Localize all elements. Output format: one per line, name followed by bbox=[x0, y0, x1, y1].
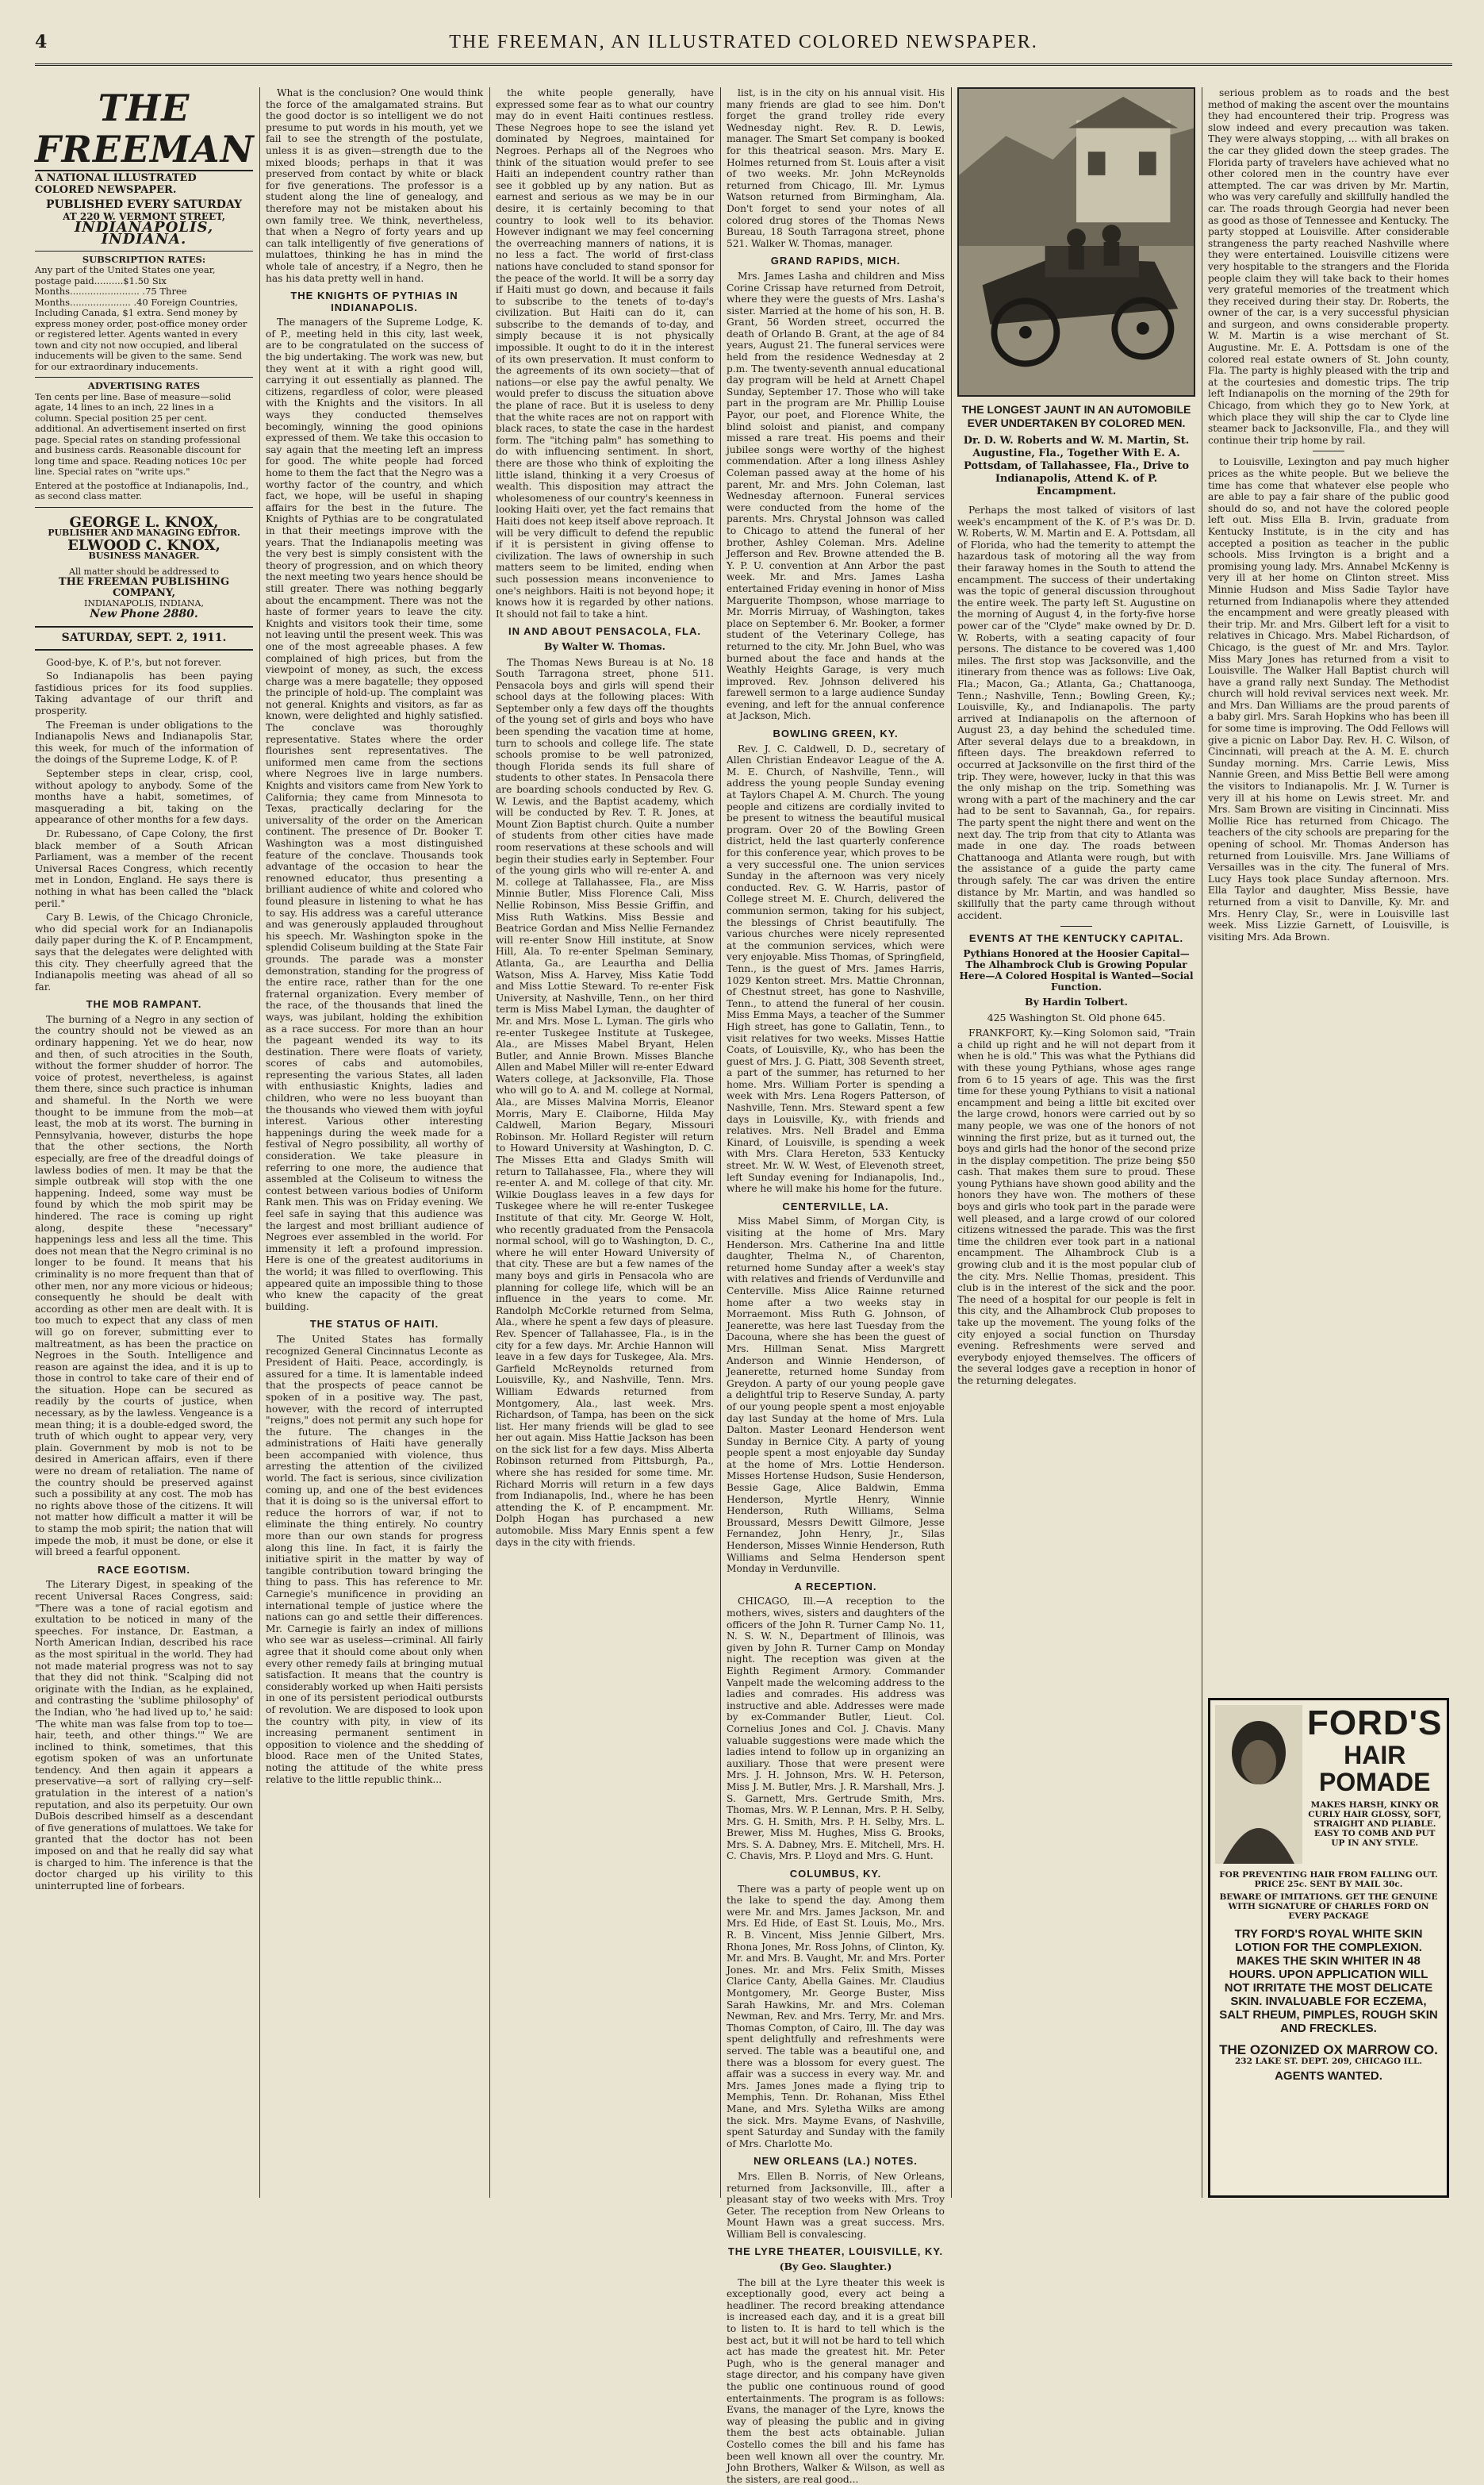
editorial-paragraph: Dr. Rubessano, of Cape Colony, the first black member of a South African Parliament, was a member of the recent Universal Races Congress, which recently met in London, England. He says there is nothing in what has been called the "black peril." bbox=[35, 828, 253, 909]
article-grand-rapids: Mrs. James Lasha and children and Miss Corine Crissap have returned from Detroit, where they were the guests of Mrs. Lasha's sister. Married at the home of his son, H. B. Grant, 56 Worden street, occurred the death of Orlando B. Grant, at the age of 84 years, August 21. The funeral services were held from the residence Wednesday at 2 p.m. The twenty-seventh annual educational day program will be held at Arnett Chapel Sunday, September 17. Those who will take part in the program are Mr. Phillip Louise Payor, our poet, and Florence White, the blind soloist and pianist, and company missed a rare treat. His poems and their jubilee songs were worthy of the highest commendation. After a long illness Ashley Coleman passed away at the home of his parent, Mr. and Mrs. John Coleman, last Wednesday afternoon. Funeral services were conducted from the home of the parents. Mrs. Chrystal Johnson was called to Chicago to attend the funeral of her brother, Ashley Coleman. Mrs. Adeline Jefferson and Rev. Browne attended the B. Y. P. U. convention at Ann Arbor the past week. Mr. and Mrs. James Lasha entertained Friday evening in honor of Miss Marguerite Thompson, whose marriage to Mr. Morris Mirruay, of Washington, takes place on September 6. Mr. Booker, a former student of the Veterinary College, has returned to the city. Mr. John Buel, who was burned about the face and hands at the Weathly Heights Garage, is very much improved. Rev. Johnson delivered his farewell sermon to a large audience Sunday evening, and left for the annual conference at Jackson, Mich. bbox=[727, 270, 945, 722]
byline-kentucky: By Hardin Tolbert. bbox=[1025, 995, 1128, 1008]
masthead-address: AT 220 W. VERMONT STREET, bbox=[63, 210, 225, 222]
headline-centerville: CENTERVILLE, LA. bbox=[782, 1200, 889, 1212]
article-new-orleans: Mrs. Ellen B. Norris, of New Orleans, returned from Jacksonville, Ill., after a pleasant stay of two weeks with Mrs. Troy Geter. The reception from New Orleans to Mount Hawn was a great success. Mrs. William Bell is convalescing. bbox=[727, 2170, 945, 2240]
headline-mob: THE MOB RAMPANT. bbox=[86, 998, 202, 1011]
photo-subcaption: Dr. D. W. Roberts and W. M. Martin, St. Augustine, Fla., Together With E. A. Pottsdam, of Tallahassee, Fla., Drive to Indianapolis, Attend K. of P. Encampment. bbox=[963, 435, 1190, 497]
headline-egotism: RACE EGOTISM. bbox=[97, 1563, 190, 1576]
entered-note: Entered at the postoffice at Indianapolis, Ind., as second class matter. bbox=[35, 479, 249, 502]
ad-company: THE OZONIZED OX MARROW CO. bbox=[1219, 2042, 1438, 2057]
ad-notice: BEWARE OF IMITATIONS. GET THE GENUINE WITH SIGNATURE OF CHARLES FORD ON EVERY PACKAGE bbox=[1219, 1892, 1438, 1921]
byline-lyre: (By Geo. Slaughter.) bbox=[779, 2260, 892, 2273]
company-city: INDIANAPOLIS, INDIANA, bbox=[84, 598, 204, 609]
column-4 bbox=[727, 87, 945, 2485]
column-6 bbox=[1208, 87, 1449, 2198]
column-5 bbox=[957, 87, 1195, 2198]
headline-bowling-green: BOWLING GREEN, KY. bbox=[773, 728, 899, 740]
article-kentucky-continued: to Louisville, Lexington and pay much higher prices as the white people. But we believe the time has come that whatever else people who are able to pay a fair share of the public good should do so, and not have the colored people left out. Miss Ella B. Irvin, graduate from Kentucky Institute, is in the city and has accepted a position as teacher in the public schools. Miss Irvington is a bright and a promising young lady. Mrs. Annabel McKenny is very ill at her home on Clinton street. Miss Minnie Hudson and Miss Sadie Taylor have returned from Indianapolis where they attended the encampment and were greatly pleased with their trip. Mr. and Mrs. Gilbert left for a visit to relatives in Chicago. Mrs. Mabel Richardson, of Chicago, is the guest of Mr. and Mrs. Taylor. Miss Mary Jones has returned from a visit to Louisville. The Walker Hall Baptist church will have a grand rally next Sunday. The Methodist church will hold revival services next week. Mr. and Mrs. Dan Williams are the proud parents of a baby girl. Mrs. Sarah Hopkins who has been ill for some time is improving. The Odd Fellows will give a picnic on Labor Day. Rev. H. C. Wilson, of Cincinnati, will preach at the A. M. E. church Sunday morning. Mrs. Carrie Lewis, Miss Nannie Green, and Miss Bettie Bell were among the visitors to Indianapolis. Mr. J. W. Turner is very ill at his home on Lewis street. Mr. and Mrs. Sam Brown are visiting in Cincinnati. Miss Mollie Rice has returned from Chicago. The teachers of the city schools are preparing for the opening of school. Mr. Thomas Anderson has returned from Louisville. Mrs. Jane Williams of Versailles was in the city. The funeral of Mrs. Lucy Hays took place Sunday afternoon. Mrs. Ella Taylor and daughter, Miss Bessie, have returned from a visit to Danville, Ky. Mr. and Mrs. Henry Clay, Sr., were in Louisville last week. Miss Lizzie Garnett, of Louisville, is visiting Mrs. Ada Brown. bbox=[1208, 456, 1449, 943]
article-centerville: Miss Mabel Simm, of Morgan City, is visiting at the home of Mrs. Mary Henderson. Mrs. Catherine Ina and little daughter, Thelma N., of Charenton, returned home Sunday after a week's stay with relatives and friends of Verdunville and Centerville. Miss Alice Rainne returned home after a two weeks stay in Morraemont. Miss Ruth G. Johnson, of Jeanerette, was here last Tuesday from the Dacouna, where she has been the guest of Mrs. Hillman Senat. Miss Margrett Anderson and Winnie Henderson, of Jeanerette, returned home Sunday from Greydon. A party of our young people gave a delightful trip to Reserve Sunday, A. party of our young people spent a most enjoyable day last Sunday at the home of Mrs. Lula Dalton. Master Leonard Henderson went Sunday in Bernice City. A party of young people spent a most enjoyable day Sunday at the home of Mrs. Lottie Henderson. Misses Hortense Hudson, Susie Henderson, Bessie Gage, Alice Baldwin, Emma Henderson, Myrtle Henry, Winnie Henderson, Ruth Williams, Selma Broussard, Messrs Dewitt Gilmore, Jesse Fernandez, John Henry, Jr., Silas Henderson, Misses Winnie Henderson, Ruth Williams and Selma Henderson spent Monday in Verdunville. bbox=[727, 1216, 945, 1575]
subscription-rates bbox=[35, 251, 253, 373]
advertising-text: Ten cents per line. Base of measure—solid agate, 14 lines to an inch, 22 lines in a column. Special position 25 per cent. additional. An advertisement inserted on first page. Special rates on standing professional and business cards. Reasonable discount for long time and space. Reading notices 10c per line. Special rates on "write ups." bbox=[35, 390, 247, 478]
article-egotism: The Literary Digest, in speaking of the recent Universal Races Congress, said: "There was a tone of racial egotism and exultation to be noticed in many of the speeches. For instance, Dr. Eastman, a North American Indian, described his race as the most spiritual in the world. They had not made material progress was not to say that they did not think. "Scalping did not originate with the Indian, as he explained, and contrasting the 'sublime philosophy' of the Indian, who 'he had lived up to,' he said: 'The white man was false from top to toe—hair, teeth, and other things.'" We are inclined to think, sometimes, that this egotism spoken of was an unfortunate tendency. And then again it appears a preservative—a sort of rallying cry—self-gratulation in the interest of a nation's reputation, and also its perpetuity. Our own DuBois described himself as a descendant of five generations of mulattoes. We take for granted that the doctor has not been imposed on and that he really did say what is charged to him. The inference is that the doctor charged up his virility to this uninterrupted line of forbears. bbox=[35, 1579, 253, 1892]
headline-grand-rapids: GRAND RAPIDS, MICH. bbox=[770, 255, 901, 267]
subscription-text: Any part of the United States one year, postage paid..........$1.50 Six Months........................ .75 Three Months..................... .40 Foreign Countries, Including Canada, $1 extra. Send money by express money order, post-office money order or registered letter. Agents wanted in every town and city not now occupied, and liberal inducements will be given to the same. Send for our extraordinary inducements. bbox=[35, 264, 247, 372]
photo-caption: THE LONGEST JAUNT IN AN AUTOMOBILE EVER UNDERTAKEN BY COLORED MEN. bbox=[961, 403, 1191, 429]
column-3 bbox=[496, 87, 714, 2198]
headline-reception: A RECEPTION. bbox=[794, 1580, 877, 1592]
article-automobile-continued: serious problem as to roads and the best method of making the ascent over the mountains they had encountered their trip. Progress was slow indeed and every precaution was taken. They were always stopping, ... with all brakes on the car they glided down the steep grades. The Florida party of travelers have achieved what no other colored men in the country have ever attempted. The car was driven by Mr. Martin, who was very carefully and skillfully handled the car. The roads through Georgia had never been as good as those of Tennessee and Kentucky. The party stopped at Louisville. After considerable strangeness the party reached Nashville where they were entertained. Louisville citizens were very hospitable to the strangers and the Florida people claim they will take back to their homes very grateful memories of the treatment which they received during their stay. Dr. Roberts, the owner of the car, is a very successful physician and surgeon, and owns considerable property. W. M. Martin is a wise merchant of St. Augustine. Mr. E. A. Pottsdam is one of the colored real estate owners of St. John county, Fla. The party is highly pleased with the trip and at the courtesies and domestic trips. The trip left Indianapolis on the morning of the 29th for Chicago, from which they go to New York, at which place they will ship the car to Clyde line steamer back to Jacksonville, Fla., and they will continue their trip home by rail. bbox=[1208, 87, 1449, 446]
page-number: 4 bbox=[35, 32, 48, 52]
advertising-title: ADVERTISING RATES bbox=[87, 380, 201, 392]
column-rule bbox=[951, 87, 952, 2198]
woman-portrait-icon bbox=[1215, 1705, 1302, 1864]
columns bbox=[35, 86, 1449, 2485]
editorial-paragraph: September steps in clear, crisp, cool, without apology to anybody. Some of the months have a habit, sometimes, of masquerading a bit, taking on the appearance of other months for a few days. bbox=[35, 768, 253, 826]
article-columbus: There was a party of people went up on the lake to spend the day. Among them were Mr. and Mrs. James Jackson, Mr. and Mrs. Ed Hide, of East St. Louis, Mo., Mrs. R. B. Vincent, Miss Jennie Gilbert, Mrs. Rhona Jones, Mr. Ross Johns, of Clinton, Ky. Mr. and Mrs. B. Vaught, Mr. and Mrs. Porter Jones. Mr. and Mrs. Felix Smith, Misses Clarice Canty, Abella Gaines. Mr. Claudius Montgomery, Mr. George Buster, Miss Sarah Hawkins, Mr. and Mrs. Coleman Newman, Rev. and Mrs. Terry, Mr. and Mrs. Thomas Compton, of Cairo, Ill. The day was spent delightfully and refreshments were served. The table was a beautiful one, and there was a blossom for every guest. The affair was a success in every way. Mr. and Mrs. James Jones made a flying trip to Memphis, Tenn. Dr. Rohanan, Miss Ethel Mane, and Mrs. Syletha Wilks are among the sick. Mrs. Mayme Evans, of Nashville, spent Saturday and Sunday with the family of Mrs. Charlotte Mo. bbox=[727, 1883, 945, 2149]
headline-columbus: COLUMBUS, KY. bbox=[789, 1868, 882, 1880]
masthead bbox=[35, 87, 253, 620]
headline-lyre-theater: THE LYRE THEATER, LOUISVILLE, KY. bbox=[727, 2245, 944, 2258]
company-name: THE FREEMAN PUBLISHING COMPANY, bbox=[58, 576, 230, 599]
subscription-title: SUBSCRIPTION RATES: bbox=[82, 253, 206, 265]
editorial-paragraph: Cary B. Lewis, of the Chicago Chronicle, who did special work for an Indianapolis daily paper during the K. of P. Encampment, says that the delegates were delighted with this city. They cheerfully agreed that the Indianapolis meeting was ahead of all so far. bbox=[35, 912, 253, 993]
article-knights: The managers of the Supreme Lodge, K. of P., meeting held in this city, last week, are to be congratulated on the success of the big undertaking. The work was new, but they went at it with a right good will, carrying it out essentially as planned. The citizens, regardless of color, were pleased with the Knights and the visitors. In all ways they conducted themselves becomingly, winning the good opinions expressed of them. We take this occasion to say again that the meeting left an impress for good. The white people had forced home to them the fact that the Negro was a worthy factor of the country, and which fact, we hope, will be useful in shaping affairs for the best in the future. The Knights of Pythias are to be congratulated in that their meetings improve with the years. That the Indianapolis meeting was the very best is simply consistent with the theory of progression, and on which theory the next meeting two years hence should be still greater. There was nothing beggarly about the encampment. There was not the haste of former years to leave the city. Knights and visitors took their time, some not leaving until the present week. This was one of the most agreeable phases. A few complained of high prices, but from the viewpoint of money, as such, the excess charge was a mere bagatelle; they opposed the principle of hold-up. The complaint was not general. Knights and visitors, as far as known, were delighted and highly satisfied. The conclave was thoroughly representative. States where the order flourishes sent representatives. The uniformed men came from the sections where Negroes live in large numbers. Knights and visitors came from New York to California; they came from Minnesota to Texas, practically declaring for the universality of the order on the American continent. The presence of Dr. Booker T. Washington was a most distinguished feature of the conclave. Thousands took advantage of the occasion to hear the renowned educator, thus presenting a brilliant audience of white and colored who found pleasure in listening to what he has to say. His address was a careful utterance and was generously applauded throughout his speech. Mr. Washington spoke in the splendid Coliseum building at the State Fair grounds. The parade was a monster demonstration, standing for the progress of the entire race, rather than for the one fraternal organization. Every member of the race, of the thousands that lined the ways, was jubilant, holding the exhibition as a race success. For more than an hour the pageant wended its way to its destination. There were floats of variety, scores of cabs and automobiles, representing the various States, all laden with enthusiastic Knights, ladies and children, who were no less buoyant than the thousands who viewed them with joyful interest. Various other interesting happenings during the week made for a festival of Negro possibility, all worthy of consideration. We take pleasure in referring to one more, the audience that assembled at the Coliseum to witness the contest between various bodies of Uniform Rank men. This was on Friday evening. We feel safe in saying that this audience was the largest and most brilliant audience of Negroes ever assembled in the world. For immensity it left a profound impression. Here is one of the greatest auditoriums in the world; it was filled to overflowing. This appeared quite an impossible thing to those who knew the capacity of the great building. bbox=[266, 317, 483, 1312]
ad-brand: FORD'S bbox=[1307, 1703, 1443, 1742]
editor-role: PUBLISHER AND MANAGING EDITOR. bbox=[48, 528, 240, 539]
subhead-kentucky-capital: Pythians Honored at the Hoosier Capital—The Alhambrock Club is Growing Popular Here—A Colored Hospital is Wanted—Social Function. bbox=[959, 947, 1194, 993]
masthead-city: INDIANAPOLIS, INDIANA. bbox=[74, 219, 214, 248]
fords-pomade-ad bbox=[1208, 1698, 1449, 2198]
column-rule bbox=[489, 87, 490, 2198]
column-rule bbox=[720, 87, 721, 2198]
article-reception: CHICAGO, Ill.—A reception to the mothers, wives, sisters and daughters of the officers of the John R. Turner Camp No. 11, N. S. W. N., Department of Illinois, was given by John R. Turner Camp on Monday night. The reception was given at the Eighth Regiment Armory. Commander Vanpelt made the welcoming address to the ladies and comrades. His address was instructive and able. Addresses were made by ex-Commander Butler, Lieut. Col. Cornelius Jones and Col. J. Chavis. Many valuable suggestions were made which the ladies intend to follow up in organizing an auxiliary. Those that were present were Mrs. J. H. Johnson, Mrs. W. H. Peterson, Miss J. M. Butler, Mrs. J. R. Marshall, Mrs. J. S. Garnett, Mrs. Gertrude Smith, Mrs. Thomas, Mrs. W. P. Lennan, Mrs. P. H. Selby, Mrs. G. H. Smith, Mrs. P. H. Selby, Mrs. L. Brewer, Miss M. Hughes, Miss G. Brooks, Mrs. S. A. Dabney, Mrs. E. Mitchell, Mrs. H. C. Chavis, Mrs. P. Lloyd and Mrs. G. Hunt. bbox=[727, 1596, 945, 1862]
article-pensacola-continued: list, is in the city on his annual visit. His many friends are glad to see him. Don't forget the grand trolley ride every Wednesday night. Rev. R. D. Lewis, manager. The Smart Set company is booked for this theatrical season. Mrs. Mary E. Holmes returned from St. Louis after a visit of two weeks. Mr. John McReynolds returned from Chicago, Ill. Mr. Lymus Watson returned from Birmingham, Ala. Don't forget to send your notes of all colored drug stores of the Thomas News Bureau, 18 South Tarragona street, phone 521. Walker W. Thomas, manager. bbox=[727, 87, 945, 249]
ad-address: 232 LAKE ST. DEPT. 209, CHICAGO ILL. bbox=[1234, 2057, 1423, 2066]
column-2 bbox=[266, 87, 483, 2198]
staff-box bbox=[35, 507, 253, 620]
editorial-paragraph: So Indianapolis has been paying fastidious prices for its food supplies. Taking advantage of our thrift and prosperity. bbox=[35, 670, 253, 717]
headline-haiti: THE STATUS OF HAITI. bbox=[309, 1318, 439, 1331]
masthead-name: THE FREEMAN bbox=[35, 86, 255, 171]
byline-pensacola: By Walter W. Thomas. bbox=[544, 639, 665, 652]
headline-knights: THE KNIGHTS OF PYTHIAS IN INDIANAPOLIS. bbox=[290, 290, 458, 313]
newspaper-title: THE FREEMAN, AN ILLUSTRATED COLORED NEWSPAPER. bbox=[449, 32, 1038, 52]
masthead-tagline: A NATIONAL ILLUSTRATED COLORED NEWSPAPER. bbox=[35, 172, 197, 196]
article-kentucky: FRANKFORT, Ky.—King Solomon said, "Train a child up right and he will not depart from it when he is old." This was what the Pythians did with these young Pythians, whose ages range from 6 to 15 years of age. This was the first time for these young Pythians to visit a national encampment and being a little bit excited over the large crowd, honors were carried out by so many people, we was one of the honors of not winning the first prize, but as it turned out, the boys and girls had the honor of the second prize in the display competition. The prize being $50 cash. That makes them sure to proud. These young Pythians have shown good ability and the honors they have won. The mothers of these boys and girls who took part in the parade were well pleased, and a large crowd of our colored citizens witnessed the parade. This was the first time the children ever took part in a national encampment. The Alhambrock Club is a growing club and it is the most popular club of the city. Mrs. Nellie Thomas, president. This club is in the interest of the sick and the poor. The need of a hospital for our people is felt in this city, and the Alhambrock Club proposes to take up the movement. The young folks of the city enjoyed a social function on Thursday evening. Refreshments were served and everybody enjoyed themselves. The officers of the several lodges gave a reception in honor of the returning delegates. bbox=[957, 1027, 1195, 1386]
ad-agents: AGENTS WANTED. bbox=[1275, 2069, 1382, 2083]
editorial-paragraph: The Freeman is under obligations to the Indianapolis News and Indianapolis Star, this week, for much of the information of the doings of the Supreme Lodge, K. of P. bbox=[35, 719, 253, 766]
article-bowling-green: Rev. J. C. Caldwell, D. D., secretary of Allen Christian Endeavor League of the A. M. E. Church, of Nashville, Tenn., will address the young people Sunday evening at Taylors Chapel A. M. Church. The young people and citizens are cordially invited to be present to witness the beautiful musical program. Over 20 of the Bowling Green district, held the last quarterly conference for this conference year, which proves to be a very successful one. The union services Sunday in the afternoon was very nicely conducted. Rev. G. W. Harris, pastor of College street M. E. Church, delivered the communion sermon, taking for his subject, the blessings of Christ beautifully. The various churches were nicely represented at the communion services, which were very enjoyable. Miss Thomas, of Springfield, Tenn., is the guest of Mrs. James Harris, 1029 Kenton street. Mrs. Mattie Chronnan, of Chestnut street, has gone to Nashville, Tenn., to attend the funeral of her cousin. Miss Emma Mays, a teacher of the Summer High street, has gone to Gallatin, Tenn., to visit relatives for two weeks. Misses Hattie Coats, of Louisville, Ky., who has been the guest of Mrs. J. G. Piatt, 308 Seventh street, a part of the summer, has returned to her home. Mrs. William Porter is spending a week with Mrs. Lena Rogers Patterson, of Nashville, Tenn. Mrs. Steward spent a few days in Louisville, Ky., with friends and relatives. Mrs. Nell Bradel and Emma Kinard, of Louisville, is spending a week with Mrs. Clara Hereton, 533 Kentucky street. Mr. W. W. West, of Elevenoth street, left Sunday evening for Indianapolis, Ind., where he will make his home for the future. bbox=[727, 743, 945, 1195]
ad-price: FOR PREVENTING HAIR FROM FALLING OUT. PRICE 25c. SENT BY MAIL 30c. bbox=[1219, 1870, 1438, 1889]
company-phone: New Phone 2880. bbox=[90, 607, 198, 620]
article-haiti-continued: the white people generally, have expressed some fear as to what our country may do in event Haiti continues restless. These Negroes hope to see the island yet dominated by Negroes, maintained for Negroes. Perhaps all of the Negroes who think of the situation would prefer to see Haiti an independent country rather than see it gobbled up by any nation. But as earnest and serious as we may be in our desire, it is certainly becoming to that country to look well to its behavior. However indignant we may feel concerning the overreaching manners of nations, it is no less a fact. The world of first-class nations have concluded to stand sponsor for the peace of the world. It will be a sorry day if Haiti must go down, and because it fails to subscribe to the tenets of to-day's civilization. But Haiti can do it, can subscribe to the demands of to-day, and simply because it is not physically impossible. It ought to do it in the interest of its own preservation. It must conform to the agreements of its own society—that of nations—or else pay the awful penalty. We would prefer to discuss the situation above the plane of race. But it is useless to deny that the white races are not on rapport with black races, to state the case in the hardest form. The "itching palm" has something to do with influencing sentiment. In short, there are those who think of exploiting the little island, thinking it a very Croesus of wealth. This disposition may attract the wholesomeness of our country's keenness in looking Haiti over, yet the fact remains that Haiti does not keep itself above reproach. It will be very difficult to defend the republic if it is persistent in giving offense to civilization. The laws of ownership in such matters seem to be limited, ending when such possession means inconvenience to one's neighbors. Haiti is not beyond hope; it knows how it is regarded by other nations. It should not fail to take a hint. bbox=[496, 87, 714, 620]
automobile-illustration bbox=[959, 89, 1194, 395]
manager-role: BUSINESS MANAGER. bbox=[88, 551, 200, 562]
manager-name: ELWOOD C. KNOX, bbox=[67, 536, 220, 554]
advertising-rates bbox=[35, 377, 253, 502]
issue-date: SATURDAY, SEPT. 2, 1911. bbox=[35, 626, 253, 651]
address-kentucky: 425 Washington St. Old phone 645. bbox=[987, 1011, 1166, 1024]
masthead-published: PUBLISHED EVERY SATURDAY bbox=[45, 198, 243, 212]
editor-name: GEORGE L. KNOX, bbox=[69, 513, 219, 531]
headline-new-orleans: NEW ORLEANS (LA.) NOTES. bbox=[754, 2155, 918, 2168]
running-header bbox=[35, 32, 1452, 66]
article-mob: The burning of a Negro in any section of the country should not be viewed as an ordinary happening. Yet we do hear, now and then, of such atrocities in the South, without the former shudder of horror. The voice of protest, nevertheless, is against them there, since such practice is inhuman and shameful. In the North we were thought to be immune from the mob—at least, the mob at its worst. The burning in Pennsylvania, however, disturbs the hope that the other sections, the North especially, are free of the dreadful doings of lawless bodies of men. It may be that the simple outbreak will stop with the one happening. Indeed, some way must be found by which the mob spirit may be hindered. The race is coming up right along, despite these "necessary" happenings less and less all the time. This does not mean that the Negro criminal is no longer to be found. It means that his criminality is no more frequent than that of other men, nor any more vicious or hideous; consequently he should be dealt with according as other men are dealt with. It is too much to expect that any class of men will go on forever, submitting ever to maltreatment, as has been the practice on Negroes in the South. Intelligence and reason are against the idea, and it is up to those in control to take care of their end of the situation. Hope can be secured as readily by the courts of justice, when necessary, as by the lawless. Vengeance is a mean thing; it is a double-edged sword, the truth of which ought to appear very, very plain. Government by mob is not to be desired in American affairs, even if there were no dream of retaliation. The name of the country should be preserved against such a possibility at any cost. The mob has no rights above those of the citizens. It will not matter how difficult a matter it will be to stamp the mob spirit; the nation that will impede the mob, it must be done, or else it will breed a fearful opponent. bbox=[35, 1013, 253, 1558]
editorial-paragraph: Good-bye, K. of P.'s, but not forever. bbox=[46, 656, 222, 668]
headline-pensacola: IN AND ABOUT PENSACOLA, FLA. bbox=[508, 625, 701, 638]
article-haiti: The United States has formally recognized General Cincinnatus Leconte as President of Haiti. Peace, accordingly, is assured for a time. It is lamentable indeed that the prospects of peace cannot be spoken of in a positive way. The past, however, with the record of interrupted "reigns," does not permit any such hope for the future. The changes in the administrations of Haiti have generally been accompanied with violence, thus arresting the attention of the civilized world. The fact is serious, since civilization coming up, and one of the best evidences that it is doing so is the universal effort to reduce the horrors of war, if not to eliminate the thing entirely. No country more than our own stands for progress along this line. In fact, it is fairly the initiative spirit in the matter by way of tangible contribution toward bringing the thing to pass. This has reference to Mr. Carnegie's munificence in providing an international temple of justice where the nations can go and settle their differences. Mr. Carnegie is fairly an index of millions who see war as useless—criminal. All fairly agree that it should come about only when every other remedy fails at bringing mutual satisfaction. It means that the country is considerably worked up when Haiti persists in one of its persistent periodical outbursts of revolution. We are disposed to look upon the country with pity, in view of its increasing permanent sentiment in opposition to violence and the shedding of blood. Race men of the United States, noting the attitude of the white press relative to the little republic think... bbox=[266, 1333, 483, 1785]
column-rule bbox=[259, 87, 260, 2198]
ad-claim: MAKES HARSH, KINKY OR CURLY HAIR GLOSSY, SOFT, STRAIGHT AND PLIABLE. EASY TO COMB AND PUT UP IN ANY STYLE. bbox=[1308, 1800, 1442, 1848]
column-1 bbox=[35, 87, 253, 2198]
headline-kentucky-capital: EVENTS AT THE KENTUCKY CAPITAL. bbox=[968, 932, 1184, 945]
ad-second-product: TRY FORD'S ROYAL WHITE SKIN LOTION FOR THE COMPLEXION. MAKES THE SKIN WHITER IN 48 HOURS. UPON APPLICATION WILL NOT IRRITATE THE MOST DELICATE SKIN. INVALUABLE FOR ECZEMA, SALT RHEUM, PIMPLES, ROUGH SKIN AND FRECKLES. bbox=[1219, 1927, 1438, 2035]
article-automobile: Perhaps the most talked of visitors of last week's encampment of the K. of P.'s was Dr. D. W. Roberts, W. M. Martin and E. A. Pottsdam, all of Florida, who had the temerity to attempt the hazardous task of motoring all the way from their faraway homes in the South to attend the encampment. The success of their undertaking was the topic of general discussion throughout the entire week. The party left St. Augustine on the morning of August 4, in the forty-five horse power car of the "Clyde" make owned by Dr. D. W. Roberts, with a seating capacity of four persons. The distance to be covered was 1,400 miles. The first stop was Jacksonville, and the itinerary from thence was as follows: Live Oak, Fla.; Macon, Ga.; Atlanta, Ga.; Chattanooga, Tenn.; Nashville, Tenn.; Bowling Green, Ky.; Louisville, Ky., and Indianapolis. The party arrived at Indianapolis on the afternoon of August 23, a day behind the scheduled time. After several delays due to a breakdown, in fifteen days. The breakdown referred to occurred at Jacksonville on the first third of the trip. They were, however, lucky in that this was the only mishap on the trip. Something was wrong with a part of the machinery and the car had to be sent to Savannah, Ga., for repairs. The party spent the night there and went on the next day. The trip from that city to Atlanta was made in one day. The roads between Chattanooga and Atlanta were rough, but with the assistance of a guide the party came through safely. The car was driven the entire distance by Mr. Martin, and was handled so skillfully that the party came through without accident. bbox=[957, 505, 1195, 921]
automobile-photo bbox=[957, 87, 1195, 397]
address-note: All matter should be addressed to bbox=[69, 566, 219, 577]
article-egotism-continued: What is the conclusion? One would think the force of the amalgamated strains. But the good doctor is so intelligent we do not presume to put words in his mouth, yet we fail to see the strength of the postulate, unless it is as given—strength due to the mixed bloods; perhaps in that it was preserved from contact by white or black for five generations. The professor is a student along the line of genealogy, and therefore may not be mistaken about his own family tree. We think, nevertheless, that when a Negro of forty years and up can talk intelligently of five generations of mulattoes, thinking he has in mind the whole tale of ancestry, if a Negro, then he has his data pretty well in hand. bbox=[266, 87, 483, 284]
ad-product: HAIR POMADE bbox=[1319, 1741, 1431, 1796]
article-pensacola: The Thomas News Bureau is at No. 18 South Tarragona street, phone 511. Pensacola boys and girls will spend their school days at the following places: With September only a few days off the thoughts of the young set of girls and boys who have been spending the vacation time at home, turn to schools and college life. The state schools promise to be well patronized, though Florida sends its full share of students to other states. In Pensacola there are boarding schools conducted by Rev. G. W. Lewis, and the Baptist academy, which will be conducted by Rev. T. R. Jones, at Mount Zion Baptist church. Quite a number of students from other cities have made room reservations at these schools and will begin their studies early in September. Four of the young girls who will re-enter A. and M. college at Tallahassee, Fla., are Miss Minnie Butler, Miss Florence Cali, Miss Nellie Robinson, Miss Bessie Griffin, and Miss Ruth Watkins. Miss Bessie and Beatrice Gordan and Miss Nellie Fernandez will re-enter Snow Hill institute, at Snow Hill, Ala. To re-enter Spelman Seminary, Atlanta, Ga., are Leaurtha and Dellia Watson, Miss A. Harvey, Miss Katie Todd and Miss Lottie Steward. To re-enter Fisk University, at Nashville, Tenn., on her third term is Miss Mabel Lyman, the daughter of Mr. and Mrs. Mose L. Lyman. The girls who re-enter Tuskegee Institute at Tuskegee, Ala., are Misses Mabel Bryant, Helen Butler, and Annie Brown. Misses Blanche Allen and Mabel Miller will re-enter Edward Waters college, at Jacksonville, Fla. Those who will go to A. and M. college at Normal, Ala., are Misses Malvina Morris, Eleanor Morris, Mary E. Claiborne, Hilda May Caldwell, Marion Begary, Missouri Robinson. Mr. Hollard Register will return to Howard University at Washington, D. C. The Misses Etta and Gladys Smith will return to Tallahassee, Fla., where they will re-enter A. and M. college of that city. Mr. Wilkie Douglass leaves in a few days for Tuskegee where he will re-enter Tuskegee Institute of that city. Mr. George W. Holt, who recently graduated from the Pensacola normal school, will go to Washington, D. C., where he will enter Howard University of that city. These are but a few names of the many boys and girls in Pensacola who are planning for college life, which will be an influence in the years to come. Mr. Randolph McCorkle returned from Selma, Ala., where he spent a few days of pleasure. Rev. Spencer of Tallahassee, Fla., is in the city for a few days. Mr. Archie Hannon will leave in a few days for Tuskegee, Ala. Mrs. Garfield McReynolds returned from Louisville, Ky., and Nashville, Tenn. Mrs. William Edwards returned from Montgomery, Ala., last week. Mrs. Richardson, of Tampa, has been on the sick list. Her many friends will be glad to see her out again. Miss Hattie Jackson has been on the sick list for a few days. Miss Alberta Robinson returned from Pittsburgh, Pa., where she has resided for some time. Mr. Richard Morris will return in a few days from Indianapolis, Ind., where he has been attending the K. of P. encampment. Mr. Dolph Hogan has purchased a new automobile. Miss Mary Ennis spent a few days in the city with friends. bbox=[496, 656, 714, 1548]
separator bbox=[1060, 926, 1092, 927]
article-lyre: The bill at the Lyre theater this week is exceptionally good, every act being a headliner. The record breaking attendance is increased each day, and it is a great bill to listen to. It is hard to tell which is the best act, but it will not be hard to tell which act has made the greatest hit. Mr. Peter Pugh, who is the general manager and stage director, and his company have given the public one continuous round of good entertainments. The program is as follows: Evans, the manager of the Lyre, knows the way of pleasing the public and in giving them the best acts obtainable. Julian Costello comes the bill and his fame has been well known all over the country. Mr. John Brothers, Walker & Wilson, as well as the sisters, are real good... bbox=[727, 2276, 945, 2485]
